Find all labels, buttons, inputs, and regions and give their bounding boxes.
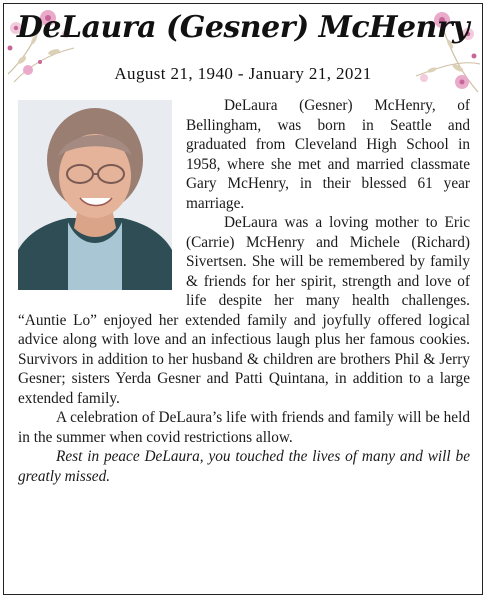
portrait-icon	[18, 100, 172, 290]
obituary-card	[3, 3, 483, 595]
life-dates: August 21, 1940 - January 21, 2021	[114, 64, 372, 83]
paragraph-intro: DeLaura (Gesner) McHenry, of Bellingham, was born in Seattle and graduated from Cleveland High School in 1958, where she met and married classmate Gary McHenry, in their blessed 61 year marriage.	[186, 97, 470, 212]
paragraph-family: DeLaura was a loving mother to Eric (Carrie) McHenry and Michele (Richard) Sivertsen. She will be remembered by family & friends for her spirit, strength and love of life despite her many health challenges. “Auntie Lo” enjoyed her extended family and joyfully offered logical advice along with love and an infectious laugh plus her famous cookies. Survivors in addition to her husband & children are brothers Phil & Jerry Gesner; sisters Yerda Gesner and Patti Quintana, in addition to a large extended family.	[18, 214, 470, 407]
obituary-body	[18, 96, 470, 486]
paragraph-celebration: A celebration of DeLaura’s life with friends and family will be held in the summer when covid restrictions allow.	[18, 409, 470, 446]
deceased-name: DeLaura (Gesner) McHenry	[16, 10, 470, 45]
paragraph-closing: Rest in peace DeLaura, you touched the lives of many and will be greatly missed.	[18, 448, 470, 485]
portrait-photo	[18, 100, 172, 290]
obituary-header	[4, 4, 482, 96]
